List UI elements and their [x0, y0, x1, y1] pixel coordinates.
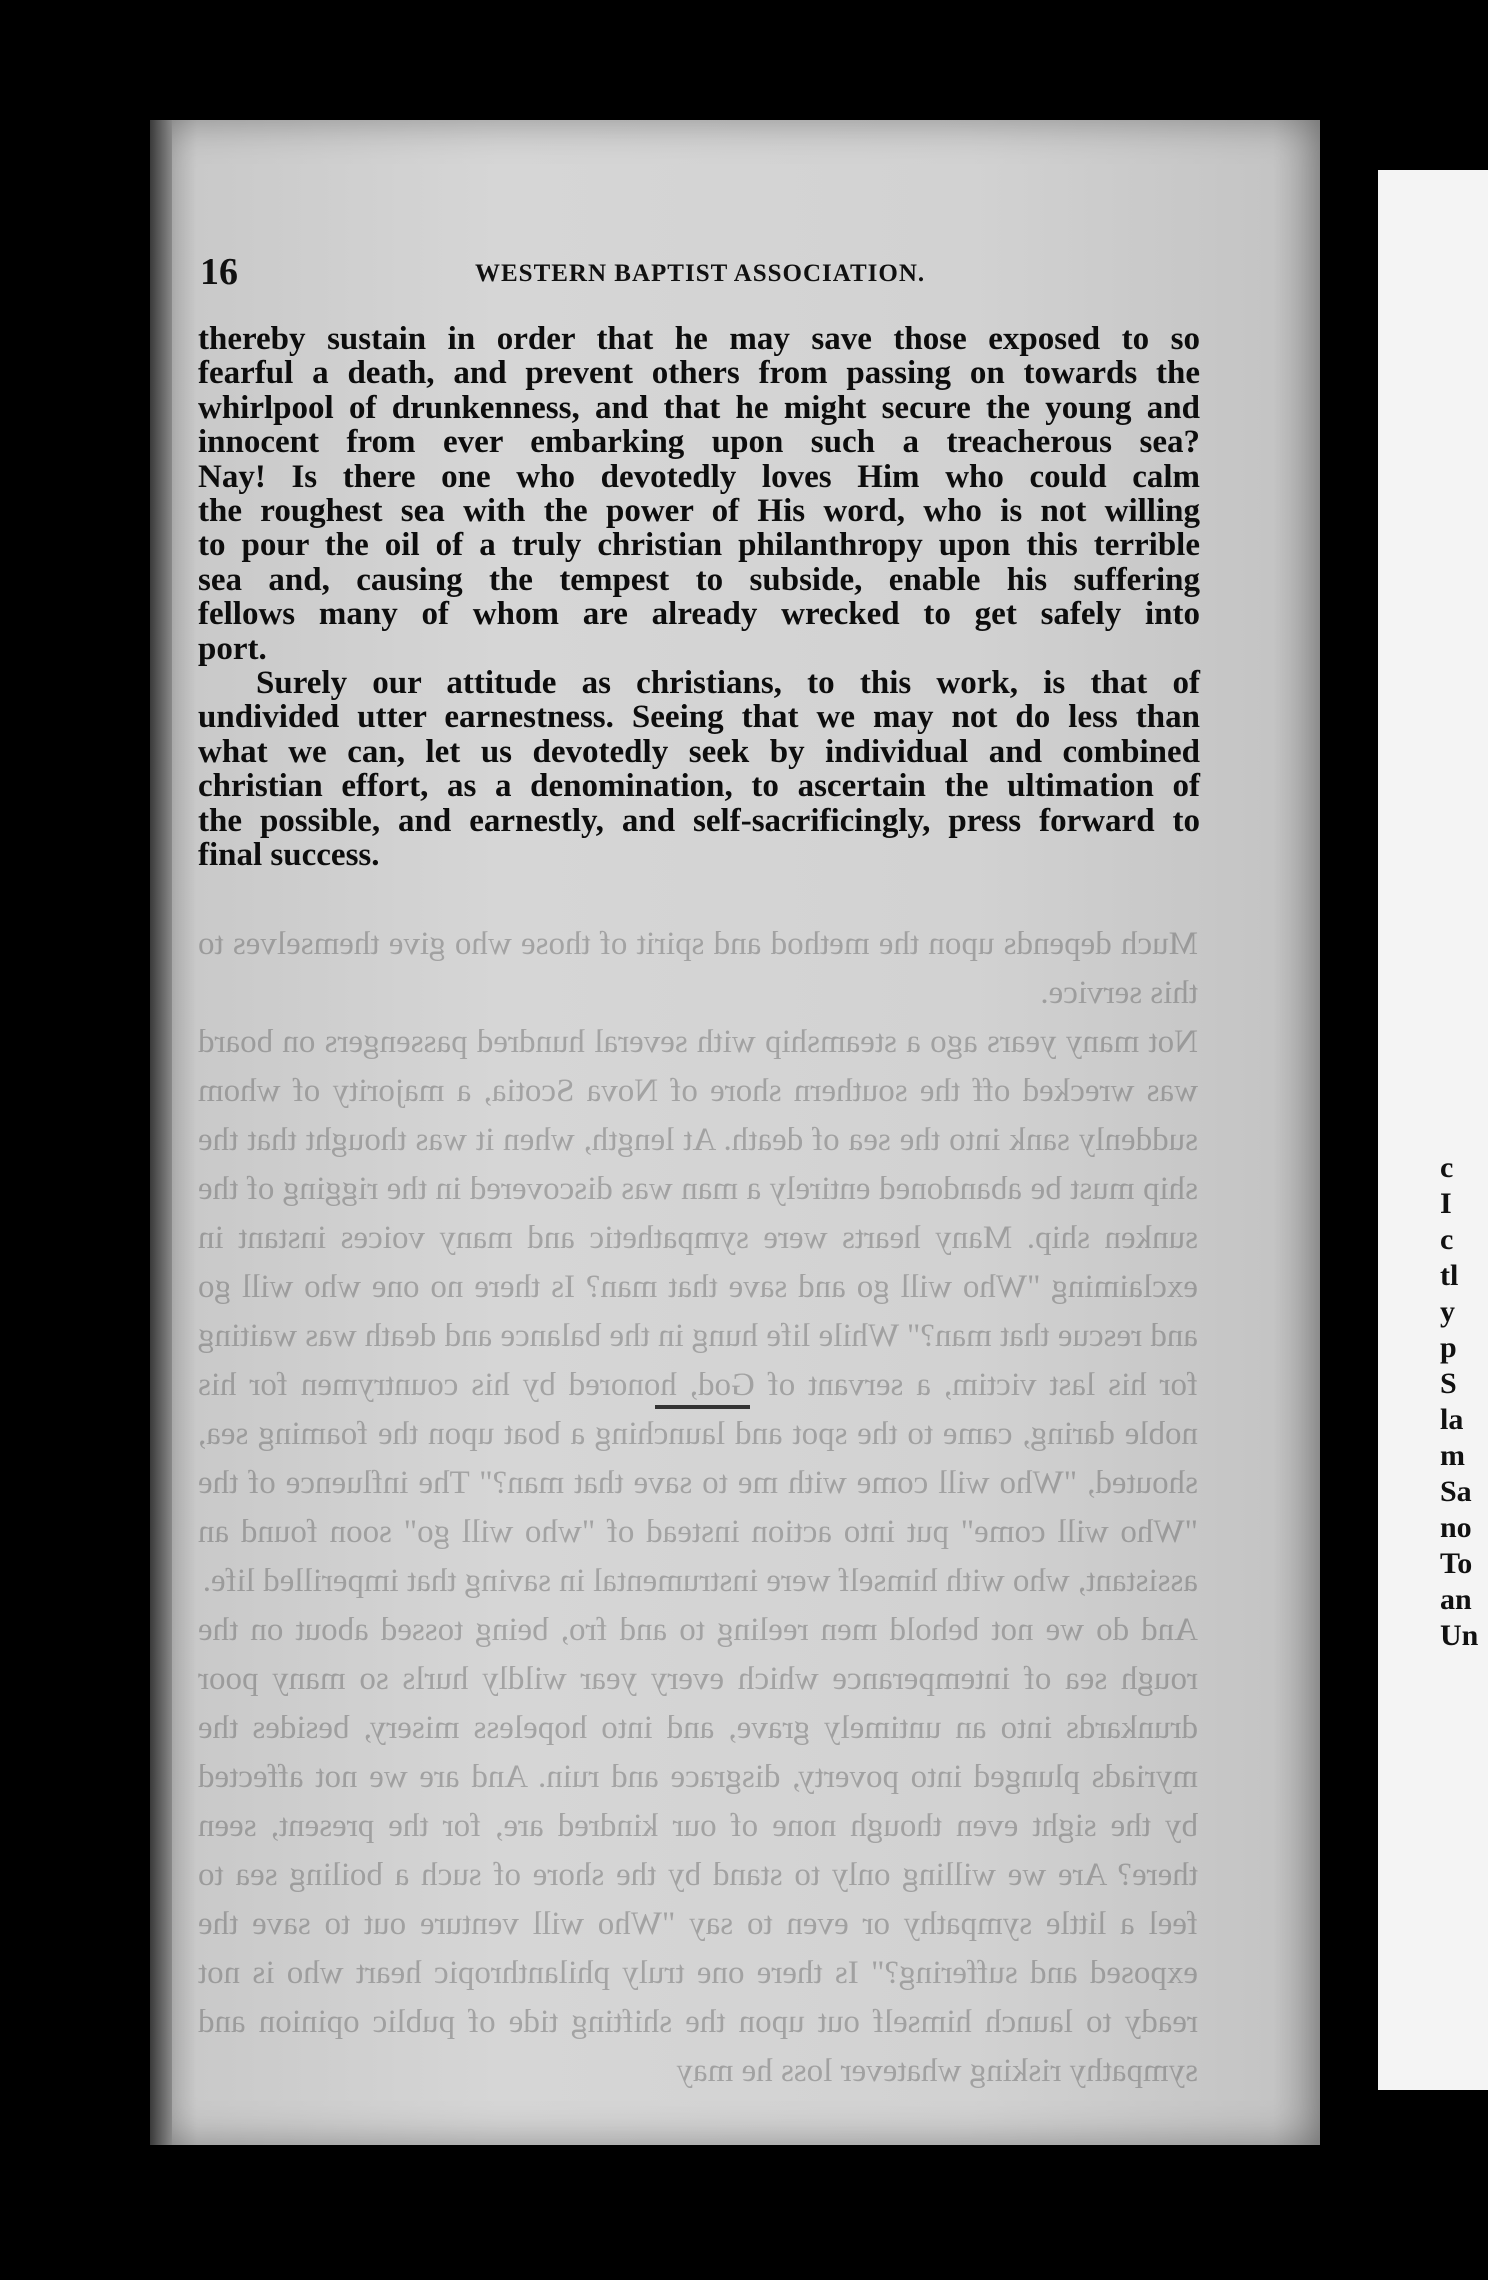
text-line: final success.: [198, 837, 380, 874]
facing-page-fragments: [1440, 1150, 1488, 1654]
facing-fragment: la: [1440, 1403, 1464, 1436]
text-line: fearful a death, and prevent others from passing on towards the: [198, 355, 1200, 392]
facing-fragment: no: [1440, 1511, 1472, 1544]
facing-fragment: c: [1440, 1223, 1454, 1256]
facing-fragment: y: [1440, 1295, 1455, 1328]
text-line: what we can, let us devotedly seek by individual and combined: [198, 733, 1200, 770]
text-line: to pour the oil of a truly christian philanthropy upon this terrible: [198, 527, 1200, 564]
text-line: Nay! Is there one who devotedly loves Him who could calm: [198, 458, 1200, 495]
text-line: christian effort, as a denomination, to ascertain the ultimation of: [198, 768, 1200, 805]
facing-fragment: I: [1440, 1187, 1452, 1220]
text-line: port.: [198, 630, 267, 667]
page-number: 16: [200, 251, 238, 293]
text-line: thereby sustain in order that he may save those exposed to so: [198, 321, 1200, 357]
page-header: [200, 250, 1200, 293]
facing-fragment: an: [1440, 1583, 1472, 1616]
bleed-through-text: [198, 920, 1198, 2096]
running-head: WESTERN BAPTIST ASSOCIATION.: [475, 260, 926, 287]
ink-rule-mark: [655, 1405, 750, 1409]
facing-fragment: c: [1440, 1151, 1454, 1184]
bleed-paragraph: Much depends upon the method and spirit of those who give themselves to this service.: [198, 926, 1198, 1011]
bleed-paragraph: Not many years ago a steamship with several hundred passengers on board was wrecked off the southern shore of Nova Scotia, a majority of whom suddenly sank into the sea of death. At length, when it was thought that the ship must be abandoned entirely a man was discovered in the rigging of the sunken ship. Many hearts were sympathetic and many voices instant in exclaiming "Who will go and save that man? Is there no one who will go and rescue that man?" While life hung in the balance and death was waiting for his last victim, a servant of God, honored by his countrymen for his noble daring, came to the spot and launching a boat upon the foaming sea, shouted, "Who will come with me to save that man?" The influence of the "Who will come" put into action instead of "who will go" soon found an assistant, who with himself were instrumental in saving that imperilled life.: [198, 1024, 1198, 1599]
facing-fragment: Sa: [1440, 1475, 1472, 1508]
text-line: whirlpool of drunkenness, and that he might secure the young and: [198, 389, 1200, 426]
facing-fragment: m: [1440, 1439, 1465, 1472]
text-line: the possible, and earnestly, and self-sacrificingly, press forward to: [198, 802, 1200, 839]
text-line: undivided utter earnestness. Seeing that we may not do less than: [198, 699, 1200, 736]
body-text: [198, 322, 1200, 873]
text-line: fellows many of whom are already wrecked to get safely into: [198, 596, 1200, 633]
facing-fragment: Un: [1440, 1619, 1479, 1652]
text-line: the roughest sea with the power of His word, who is not willing: [198, 493, 1200, 530]
facing-fragment: S: [1440, 1367, 1457, 1400]
text-line: innocent from ever embarking upon such a treacherous sea?: [198, 424, 1200, 461]
text-line: Surely our attitude as christians, to this work, is that of: [256, 665, 1200, 702]
facing-fragment: tl: [1440, 1259, 1459, 1292]
facing-page-edge: [1378, 170, 1488, 2090]
bleed-paragraph: And do we not behold men reeling to and fro, being tossed about on the rough sea of intemperance which every year wildly hurls so many poor drunkards into an untimely grave, and into hopeless misery, besides the myriads plunged into poverty, disgrace and ruin. And are we not affected by the sight even though none of our kindred are, for the present, seen there? Are we willing only to stand by the shore of such a boiling sea to feel a little sympathy or even to say "Who will venture out to save the exposed and suffering?" Is there one truly philanthropic heart who is not ready to launch himself out upon the shifting tide of public opinion and sympathy risking whatever loss he may: [198, 1612, 1198, 2089]
page-gutter-shadow: [150, 120, 172, 2145]
text-line: sea and, causing the tempest to subside, enable his suffering: [198, 561, 1200, 598]
facing-fragment: To: [1440, 1547, 1473, 1580]
facing-fragment: p: [1440, 1331, 1457, 1364]
